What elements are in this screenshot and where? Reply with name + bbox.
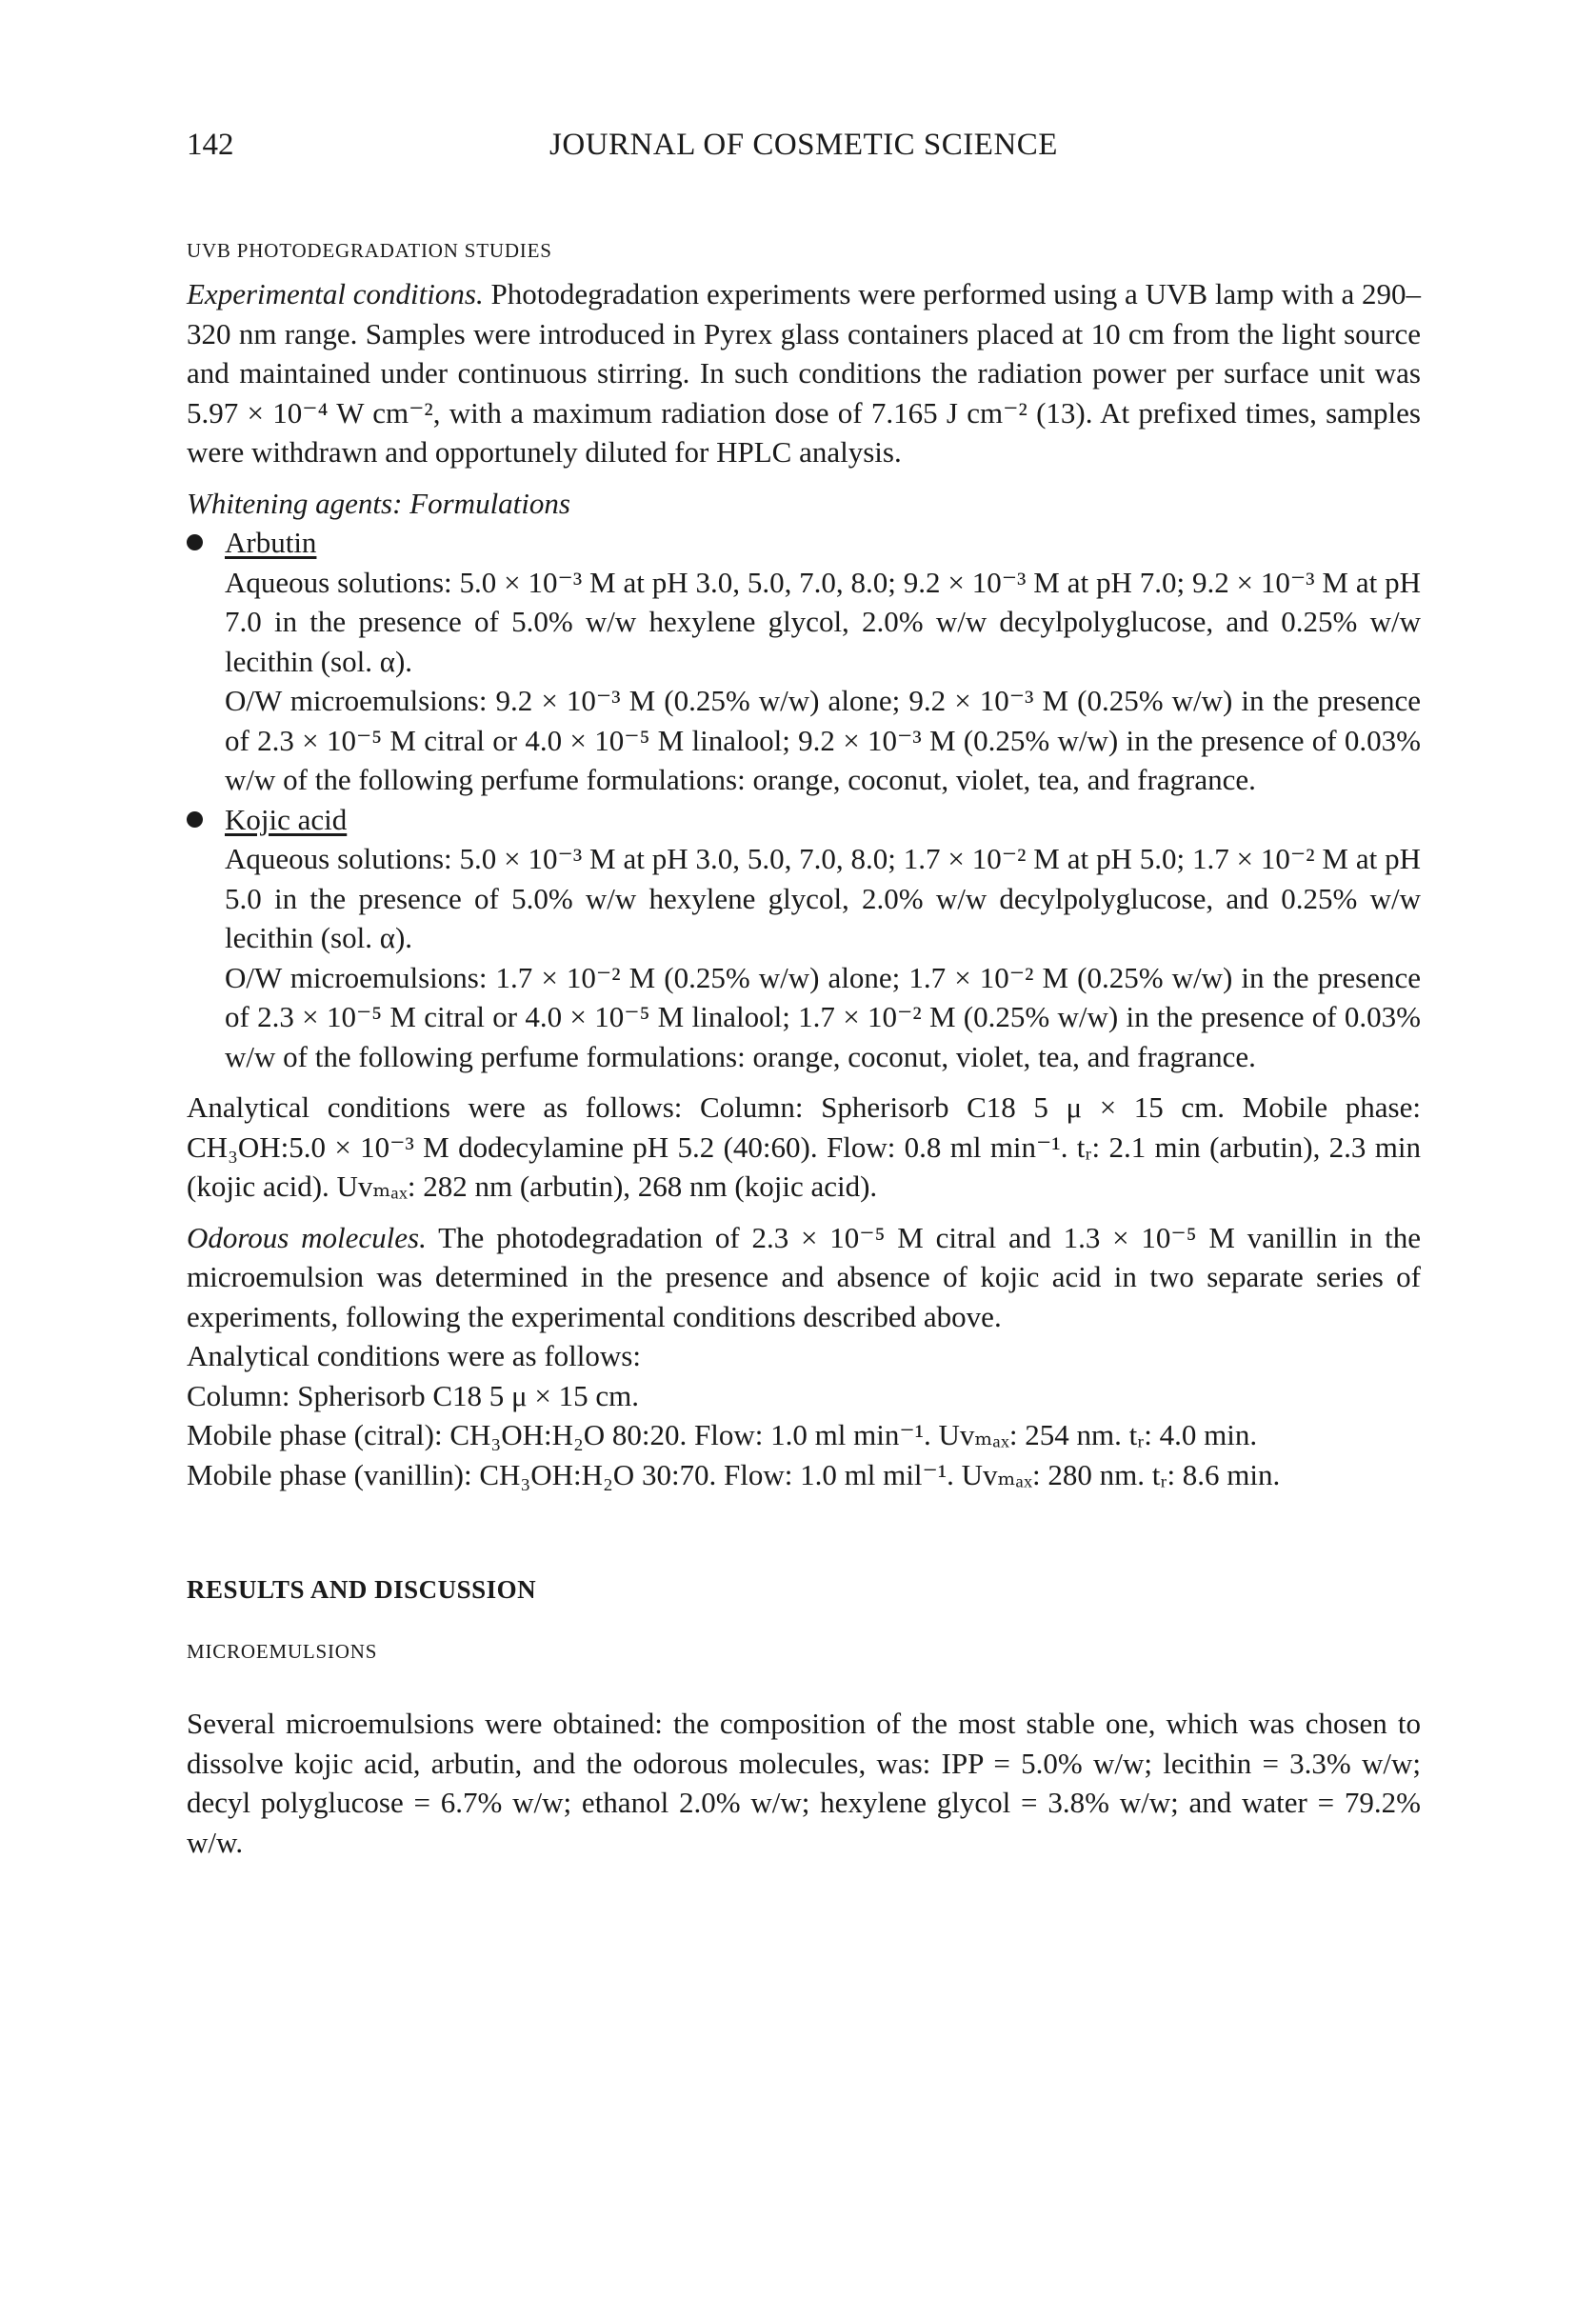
arbutin-ow: O/W microemulsions: 9.2 × 10⁻³ M (0.25% w/w) alone; 9.2 × 10⁻³ M (0.25% w/w) in the presence of 2.3 × 10⁻⁵ M citral or 4.0 × 10⁻⁵ M linalool; 9.2 × 10⁻³ M (0.25% w/w) in the presence of 0.03% w/w of the following perfume formulations: orange, coconut, violet, tea, and fragrance.	[225, 684, 1421, 796]
uvb-section-heading: UVB PHOTODEGRADATION STUDIES	[187, 239, 552, 262]
odorous-label: Odorous molecules.	[187, 1220, 427, 1254]
bullet-icon	[187, 534, 203, 550]
arbutin-bullet	[187, 523, 1421, 800]
odorous-text: The photodegradation of 2.3 × 10⁻⁵ M citral and 1.3 × 10⁻⁵ M vanillin in the microemulsion was determined in the presence and absence of kojic acid in two separate series of experiments, following the experimental conditions described above.	[187, 1220, 1421, 1333]
odorous-paragraph	[187, 1218, 1421, 1337]
arbutin-aqueous: Aqueous solutions: 5.0 × 10⁻³ M at pH 3.0, 5.0, 7.0, 8.0; 9.2 × 10⁻³ M at pH 7.0; 9.2 × 10⁻³ M at pH 7.0 in the presence of 5.0% w/w hexylene glycol, 2.0% w/w decylpolyglucose, and 0.25% w/w lecithin (sol. α).	[225, 565, 1421, 678]
running-header	[187, 128, 1421, 175]
odorous-line-4: Mobile phase (vanillin): CH₃OH:H₂O 30:70. Flow: 1.0 ml mil⁻¹. Uvₘₐₓ: 280 nm. tᵣ: 8.6 min.	[187, 1457, 1281, 1491]
experimental-conditions-text: Photodegradation experiments were performed using a UVB lamp with a 290–320 nm range. Samples were introduced in Pyrex glass containers placed at 10 cm from the light source and maintained under continuous stirring. In such conditions the radiation power per surface unit was 5.97 × 10⁻⁴ W cm⁻², with a maximum radiation dose of 7.165 J cm⁻² (13). At prefixed times, samples were withdrawn and opportunely diluted for HPLC analysis.	[187, 277, 1422, 469]
analytical-conditions: Analytical conditions were as follows: Column: Spherisorb C18 5 μ × 15 cm. Mobile phase: CH₃OH:5.0 × 10⁻³ M dodecylamine pH 5.2 (40:60). Flow: 0.8 ml min⁻¹. tᵣ: 2.1 min (arbutin), 2.3 min (kojic acid). Uvₘₐₓ: 282 nm (arbutin), 268 nm (kojic acid).	[187, 1090, 1421, 1203]
kojic-heading: Kojic acid	[225, 802, 348, 836]
journal-title: JOURNAL OF COSMETIC SCIENCE	[549, 128, 1058, 162]
odorous-line-1: Analytical conditions were as follows:	[187, 1339, 641, 1372]
odorous-line-2: Column: Spherisorb C18 5 μ × 15 cm.	[187, 1378, 639, 1412]
results-paragraph: Several microemulsions were obtained: the composition of the most stable one, which was chosen to dissolve kojic acid, arbutin, and the odorous molecules, was: IPP = 5.0% w/w; lecithin = 3.3% w/w; decyl polyglucose = 6.7% w/w; ethanol 2.0% w/w; hexylene glycol = 3.8% w/w; and water = 79.2% w/w.	[187, 1707, 1421, 1859]
results-heading: RESULTS AND DISCUSSION	[187, 1575, 537, 1604]
experimental-conditions-paragraph	[187, 274, 1421, 472]
page-number: 142	[187, 128, 234, 162]
kojic-bullet	[187, 800, 1421, 1077]
kojic-aqueous: Aqueous solutions: 5.0 × 10⁻³ M at pH 3.0, 5.0, 7.0, 8.0; 1.7 × 10⁻² M at pH 5.0; 1.7 × 10⁻² M at pH 5.0 in the presence of 5.0% w/w hexylene glycol, 2.0% w/w decylpolyglucose, and 0.25% w/w lecithin (sol. α).	[225, 842, 1421, 954]
odorous-line-3: Mobile phase (citral): CH₃OH:H₂O 80:20. Flow: 1.0 ml min⁻¹. Uvₘₐₓ: 254 nm. tᵣ: 4.0 min.	[187, 1418, 1258, 1451]
experimental-conditions-label: Experimental conditions.	[187, 277, 484, 310]
article-body	[187, 236, 1421, 1862]
kojic-ow: O/W microemulsions: 1.7 × 10⁻² M (0.25% w/w) alone; 1.7 × 10⁻² M (0.25% w/w) in the presence of 2.3 × 10⁻⁵ M citral or 4.0 × 10⁻⁵ M linalool; 1.7 × 10⁻² M (0.25% w/w) in the presence of 0.03% w/w of the following perfume formulations: orange, coconut, violet, tea, and fragrance.	[225, 960, 1421, 1073]
whitening-heading: Whitening agents: Formulations	[187, 486, 570, 520]
arbutin-heading: Arbutin	[225, 526, 317, 559]
microemulsions-subheading: MICROEMULSIONS	[187, 1640, 378, 1663]
bullet-icon	[187, 811, 203, 828]
